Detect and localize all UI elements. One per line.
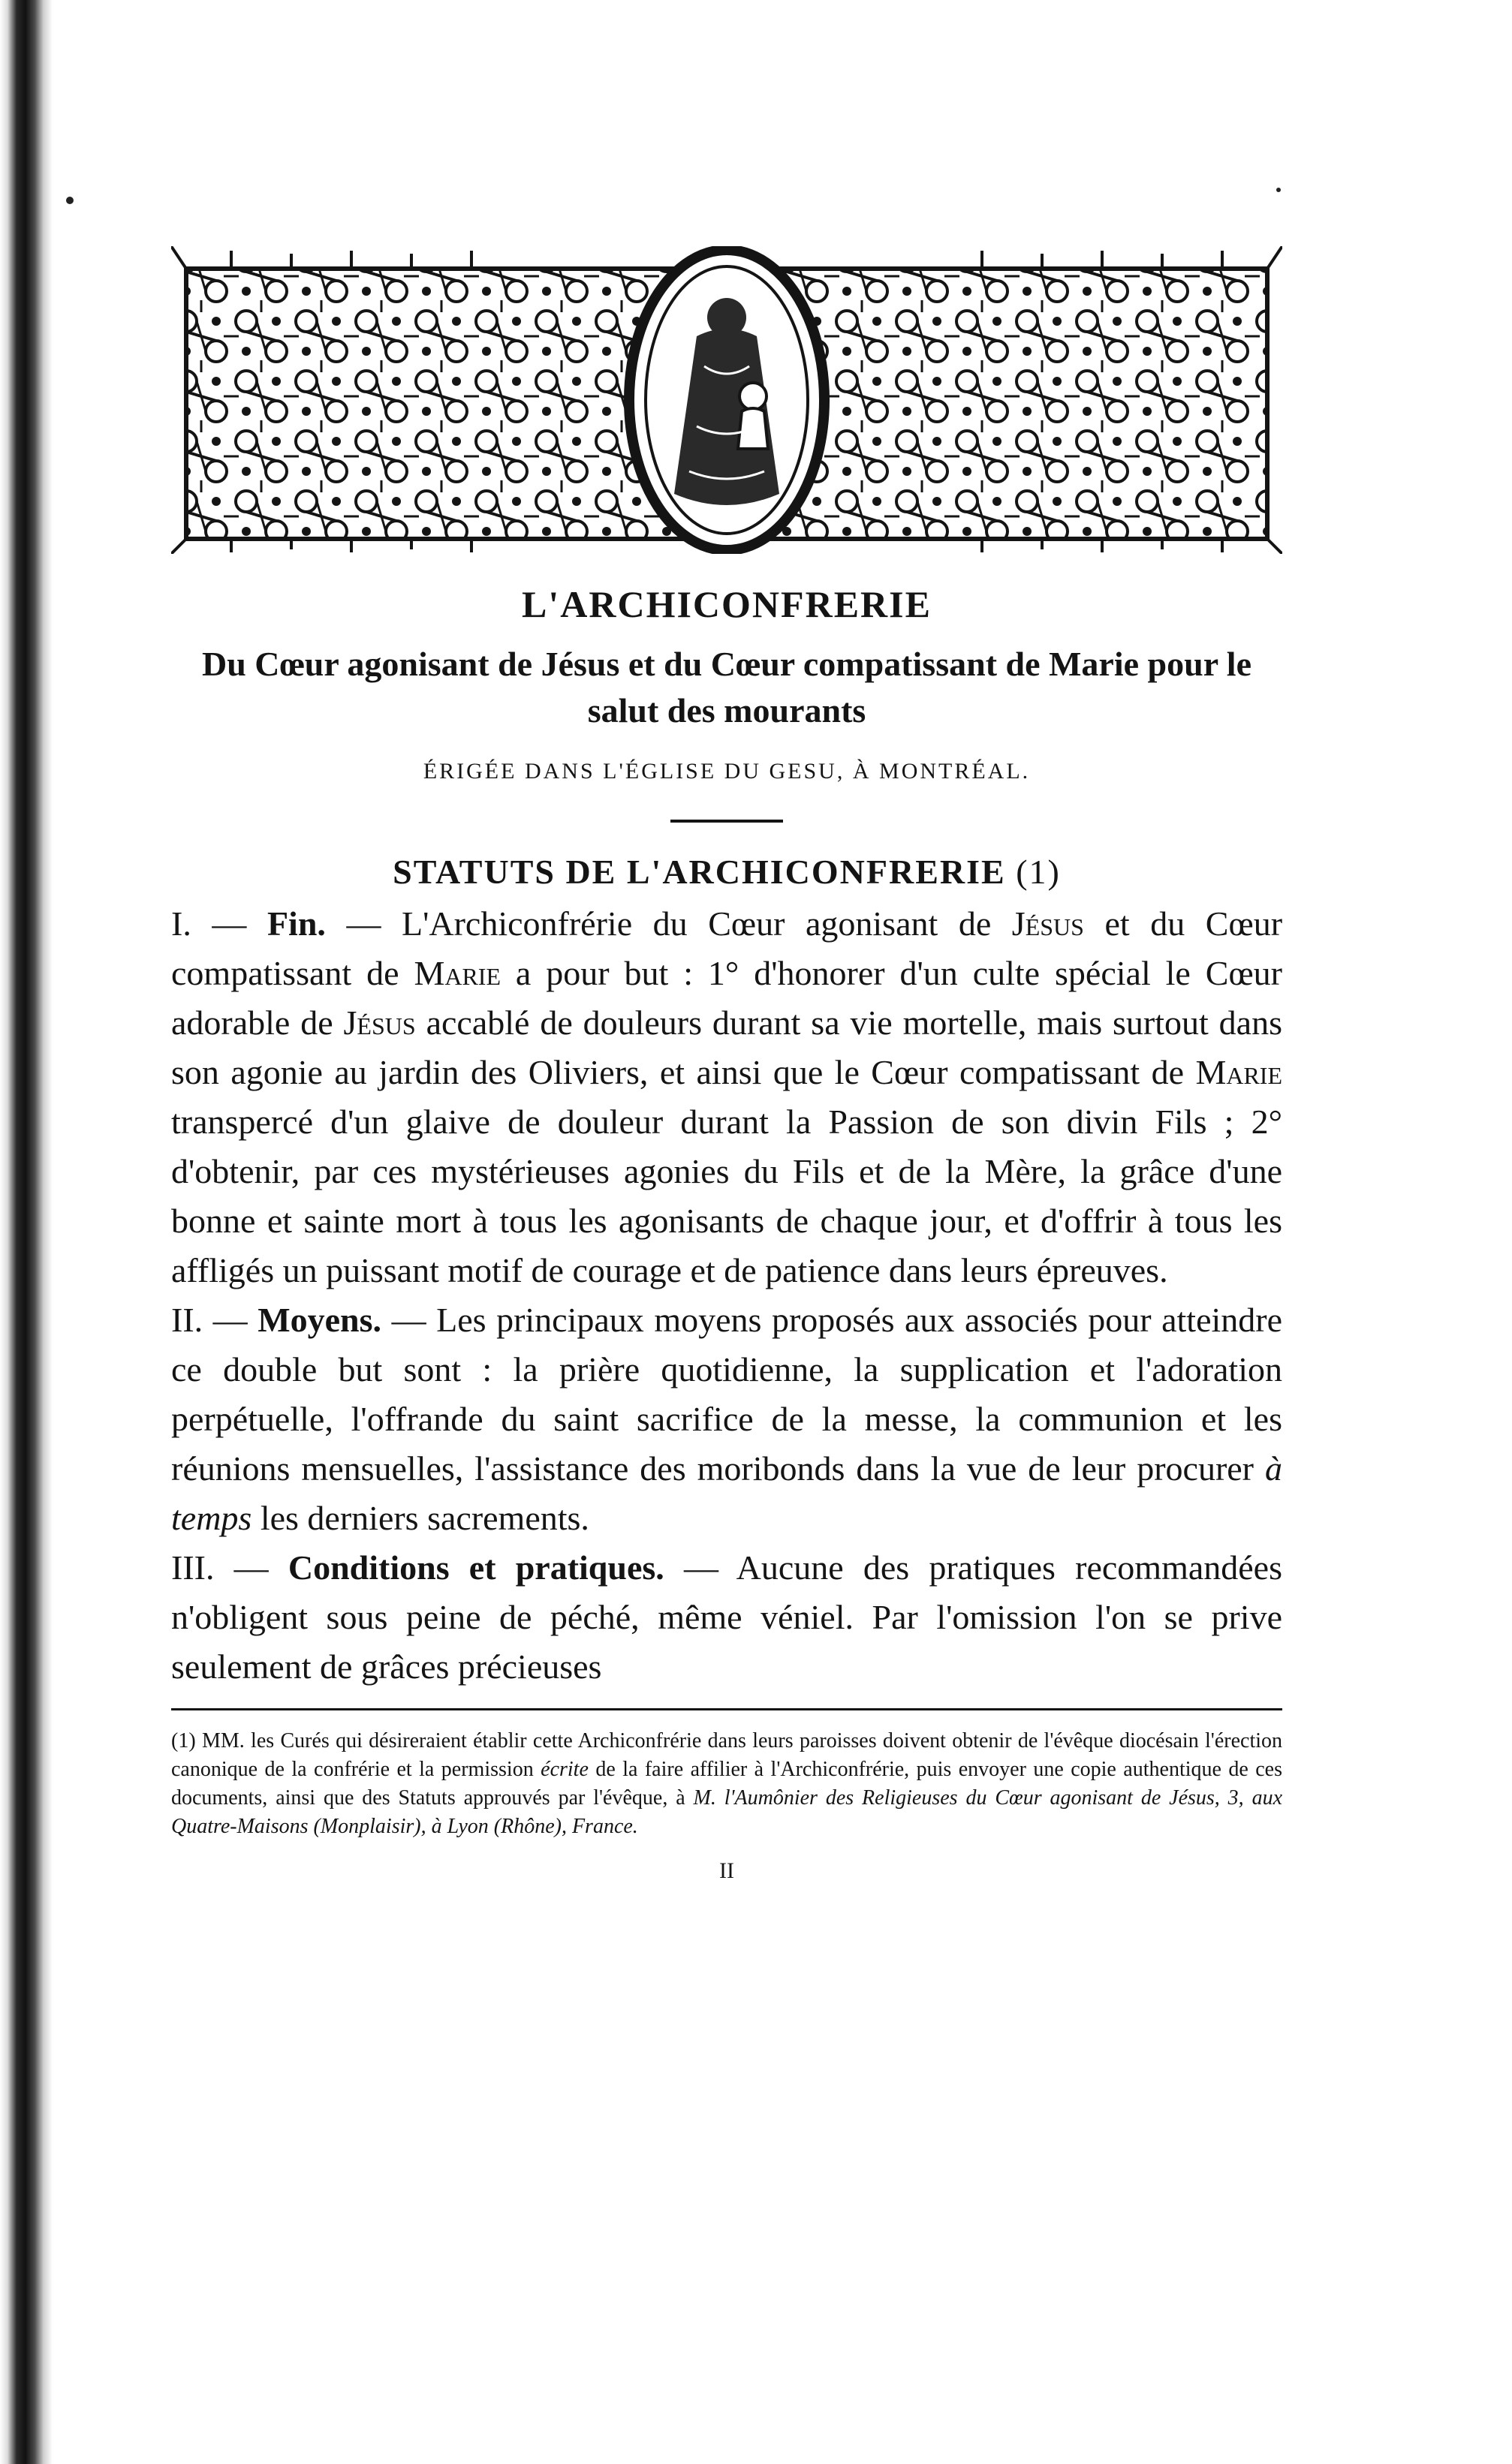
name-marie: Marie [414,954,501,992]
church-location: ÉRIGÉE DANS L'ÉGLISE DU GESU, À MONTRÉAL. [423,759,1031,784]
article-number: III. [171,1548,215,1587]
footnote-text: de la faire affilier à l'Archiconfrérie, puis envoyer une copie authentique de ces documents, ainsi que des Statuts approuvés par l'évêque, à [171,1758,1282,1810]
section-divider [670,820,783,823]
article-3 [171,1543,1282,1692]
article-text: — Les principaux moyens proposés aux associés pour atteindre ce double but sont : la prière quotidienne, la supplication et l'adoration perpétuelle, l'offrande du saint sacrifice de la messe, la communion et les réunions mensuelles, l'assistance des moribonds dans la vue de leur procurer [171,1301,1283,1488]
article-1 [171,899,1282,1295]
decorative-header-ornament [171,246,1282,554]
page-content [171,578,1282,1885]
footnote-reference: (1) [1016,853,1061,891]
article-text: — Aucune des pratiques recommandées n'obligent sous peine de péché, même véniel. Par l'omission l'on se prive seulement de grâces précieuses [171,1548,1282,1686]
name-jesus: Jésus [1011,904,1084,943]
footnote-address: M. l'Aumônier des Religieuses du Cœur agonisant de Jésus, 3, aux Quatre-Maisons (Monplaisir), à Lyon (Rhône), France. [171,1786,1282,1838]
article-2 [171,1295,1282,1543]
print-speck [1276,188,1281,192]
footnote-emphasis: écrite [541,1758,589,1781]
article-text: a pour but : 1° d'honorer d'un culte spécial le Cœur adorable de [171,954,1282,1042]
statutes-heading [171,850,1282,895]
book-spine-shadow [0,0,53,2464]
article-dash: — [203,1301,258,1339]
article-title: Fin. [267,904,326,943]
article-text: accablé de douleurs durant sa vie mortelle, mais surtout dans son agonie au jardin des Oliviers, et ainsi que le Cœur compatissant de [171,1003,1282,1091]
article-number: I. [171,904,191,943]
article-text: et du Cœur compatissant de [171,904,1283,992]
article-text: — L'Archiconfrérie du Cœur agonisant de [325,904,1012,943]
article-text: transpercé d'un glaive de douleur durant la Passion de son divin Fils ; 2° d'obtenir, par ces mystérieuses agonies du Fils et de la Mère, la grâce d'une bonne et sainte mort à tous les agonisants de chaque jour, et d'offrir à tous les affligés un puissant motif de courage et de patience dans leurs épreuves. [171,1103,1282,1289]
page-title: L'ARCHICONFRERIE [522,583,932,625]
article-dash: — [214,1548,288,1587]
article-text: les derniers sacrements. [251,1499,589,1537]
name-jesus: Jésus [343,1003,416,1042]
article-title: Conditions et pratiques. [288,1548,664,1587]
name-marie: Marie [1195,1053,1282,1091]
footnote-text: MM. les Curés qui désireraient établir cette Archiconfrérie dans leurs paroisses doivent obtenir de l'évêque diocésain l'érection canonique de la confrérie et la permission [171,1729,1282,1781]
footnote [171,1727,1282,1841]
page-subtitle: Du Cœur agonisant de Jésus et du Cœur compatissant de Marie pour le salut des mourants [202,645,1251,730]
article-number: II. [171,1301,203,1339]
article-dash: — [191,904,267,943]
page-number: II [719,1858,734,1883]
footnote-marker: (1) [171,1729,196,1752]
statutes-heading-text: STATUTS DE L'ARCHICONFRERIE [393,853,1006,891]
article-title: Moyens. [258,1301,382,1339]
article-emphasis: à temps [171,1449,1282,1537]
print-speck [66,197,74,204]
footnote-divider [171,1708,1282,1710]
ornament-virgin-and-child-icon [171,246,1282,554]
